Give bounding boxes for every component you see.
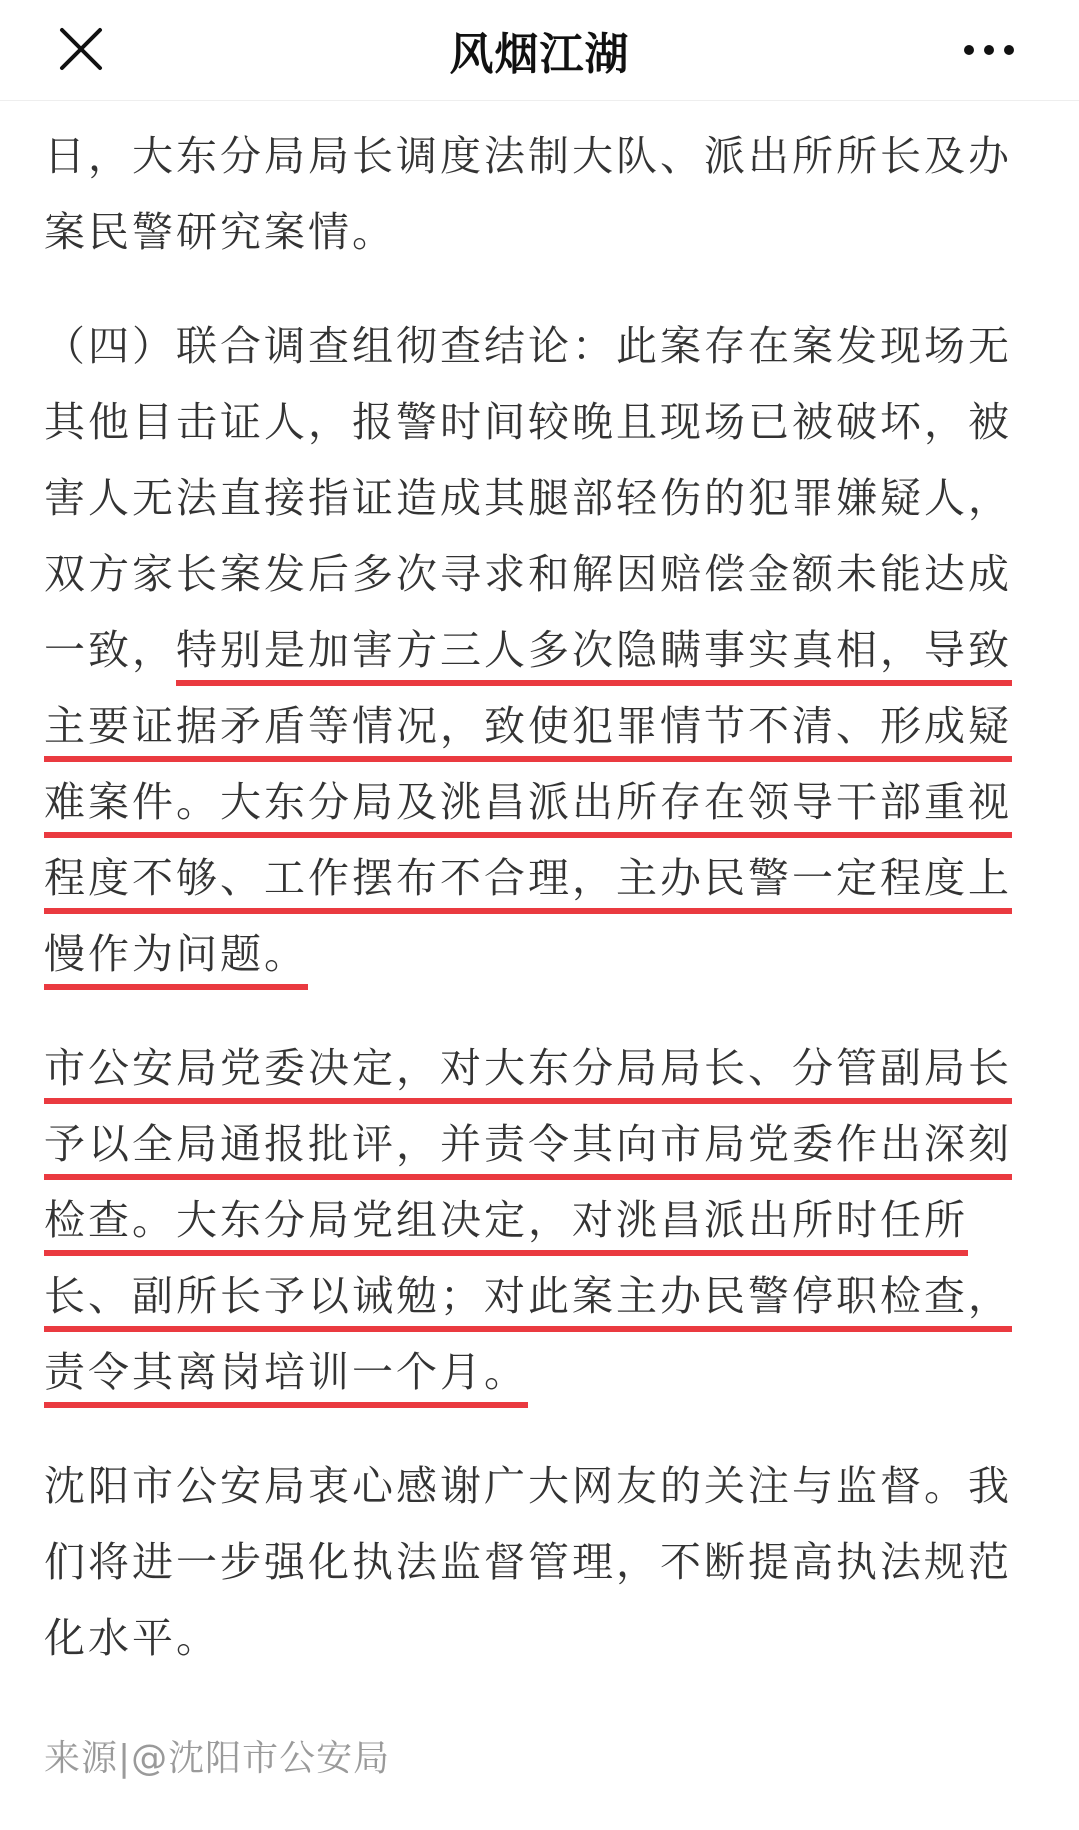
more-horizontal-icon[interactable] xyxy=(959,30,1019,70)
article-body xyxy=(44,118,1044,1714)
paragraph-conclusion xyxy=(44,308,1044,992)
paragraph-thanks: 沈阳市公安局衷心感谢广大网友的关注与监督。我们将进一步强化执法监督管理，不断提高执法规范化水平。 xyxy=(44,1462,1012,1662)
page-title: 风烟江湖 xyxy=(449,29,630,80)
decision-highlighted-text: 市公安局党委决定，对大东分局局长、分管副局长予以全局通报批评，并责令其向市局党委作出深刻检查。大东分局党组决定，对洮昌派出所时任所长、副所长予以诫勉；对此案主办民警停职检查，责令其离岗培训一个月。 xyxy=(44,1044,1012,1396)
paragraph-decision xyxy=(44,1030,1044,1410)
paragraph-intro: 日，大东分局局长调度法制大队、派出所所长及办案民警研究案情。 xyxy=(44,132,1012,256)
conclusion-text: （四）联合调查组彻查结论：此案存在案发现场无其他目击证人，报警时间较晚且现场已被破坏，被害人无法直接指证造成其腿部轻伤的犯罪嫌疑人，双方家长案发后多次寻求和解因赔偿金额未能达成一致， xyxy=(44,322,1012,674)
conclusion-highlighted-text: 特别是加害方三人多次隐瞒事实真相，导致主要证据矛盾等情况，致使犯罪情节不清、形成疑难案件。大东分局及洮昌派出所存在领导干部重视程度不够、工作摆布不合理，主办民警一定程度上慢作为问题。 xyxy=(44,626,1012,978)
top-navigation-bar xyxy=(0,0,1079,101)
source-attribution: 来源|@沈阳市公安局 xyxy=(44,1738,391,1779)
